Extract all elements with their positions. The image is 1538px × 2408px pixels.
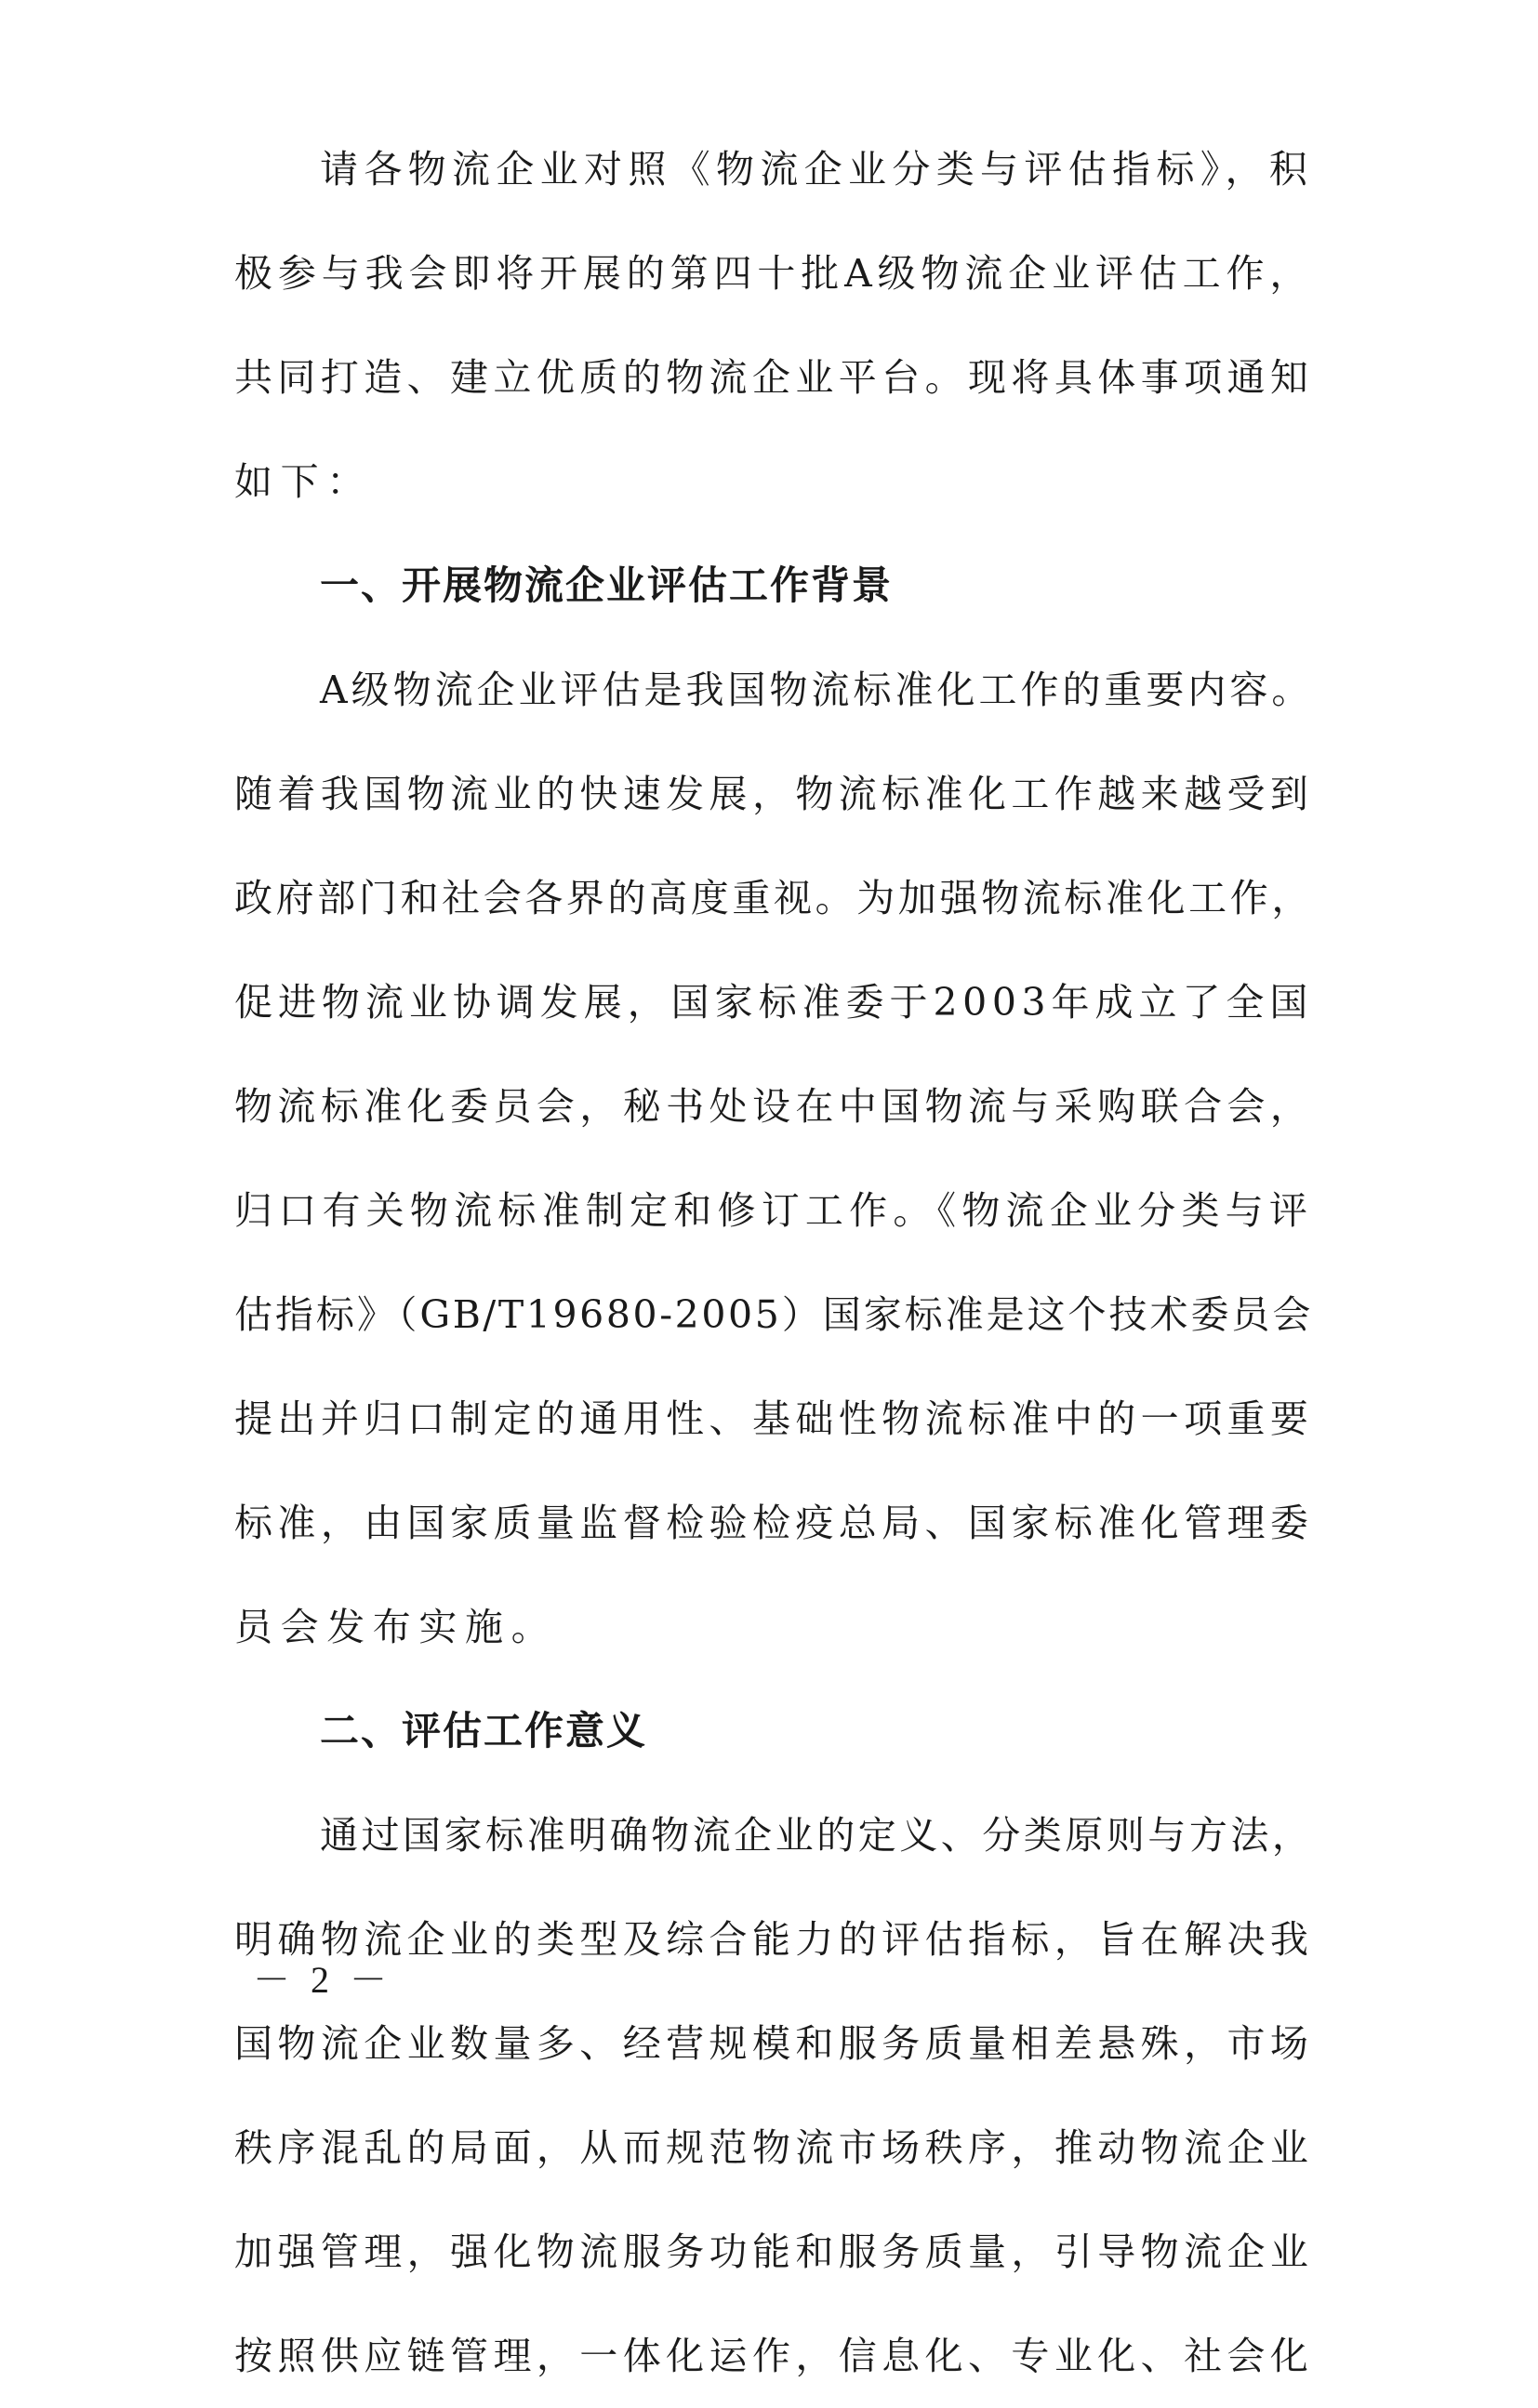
section-1-line-4: 促进物流业协调发展，国家标准委于2003年成立了全国 bbox=[234, 980, 1313, 1025]
section-2-line-4: 秩序混乱的局面，从而规范物流市场秩序，推动物流企业 bbox=[234, 2125, 1313, 2170]
section-1-heading: 一、开展物流企业评估工作背景 bbox=[320, 562, 894, 608]
section-1-line-9: 标准，由国家质量监督检验检疫总局、国家标准化管理委 bbox=[234, 1501, 1313, 1545]
section-1-line-5: 物流标准化委员会，秘书处设在中国物流与采购联合会， bbox=[234, 1084, 1313, 1129]
intro-line-2: 极参与我会即将开展的第四十批A级物流企业评估工作， bbox=[234, 251, 1313, 296]
section-1-line-7: 估指标》（GB/T19680-2005）国家标准是这个技术委员会 bbox=[234, 1292, 1313, 1337]
intro-line-1: 请各物流企业对照《物流企业分类与评估指标》，积 bbox=[320, 147, 1313, 192]
section-2-line-6: 按照供应链管理，一体化运作，信息化、专业化、社会化 bbox=[234, 2334, 1313, 2378]
section-2-line-3: 国物流企业数量多、经营规模和服务质量相差悬殊，市场 bbox=[234, 2021, 1313, 2066]
section-1-line-6: 归口有关物流标准制定和修订工作。《物流企业分类与评 bbox=[234, 1188, 1313, 1233]
section-1-line-10: 员会发布实施。 bbox=[234, 1605, 558, 1649]
section-1-line-1: A级物流企业评估是我国物流标准化工作的重要内容。 bbox=[320, 668, 1313, 712]
section-1-line-8: 提出并归口制定的通用性、基础性物流标准中的一项重要 bbox=[234, 1396, 1313, 1441]
intro-line-4: 如下： bbox=[234, 459, 373, 504]
intro-line-3: 共同打造、建立优质的物流企业平台。现将具体事项通知 bbox=[234, 355, 1313, 400]
section-1-line-3: 政府部门和社会各界的高度重视。为加强物流标准化工作， bbox=[234, 876, 1313, 920]
section-2-line-1: 通过国家标准明确物流企业的定义、分类原则与方法， bbox=[320, 1813, 1313, 1858]
section-2-line-5: 加强管理，强化物流服务功能和服务质量，引导物流企业 bbox=[234, 2229, 1313, 2274]
section-1-line-2: 随着我国物流业的快速发展，物流标准化工作越来越受到 bbox=[234, 772, 1313, 816]
section-2-line-2: 明确物流企业的类型及综合能力的评估指标，旨在解决我 bbox=[234, 1917, 1313, 1962]
section-2-heading: 二、评估工作意义 bbox=[320, 1708, 648, 1753]
page-number: － 2 － bbox=[253, 1959, 392, 2001]
